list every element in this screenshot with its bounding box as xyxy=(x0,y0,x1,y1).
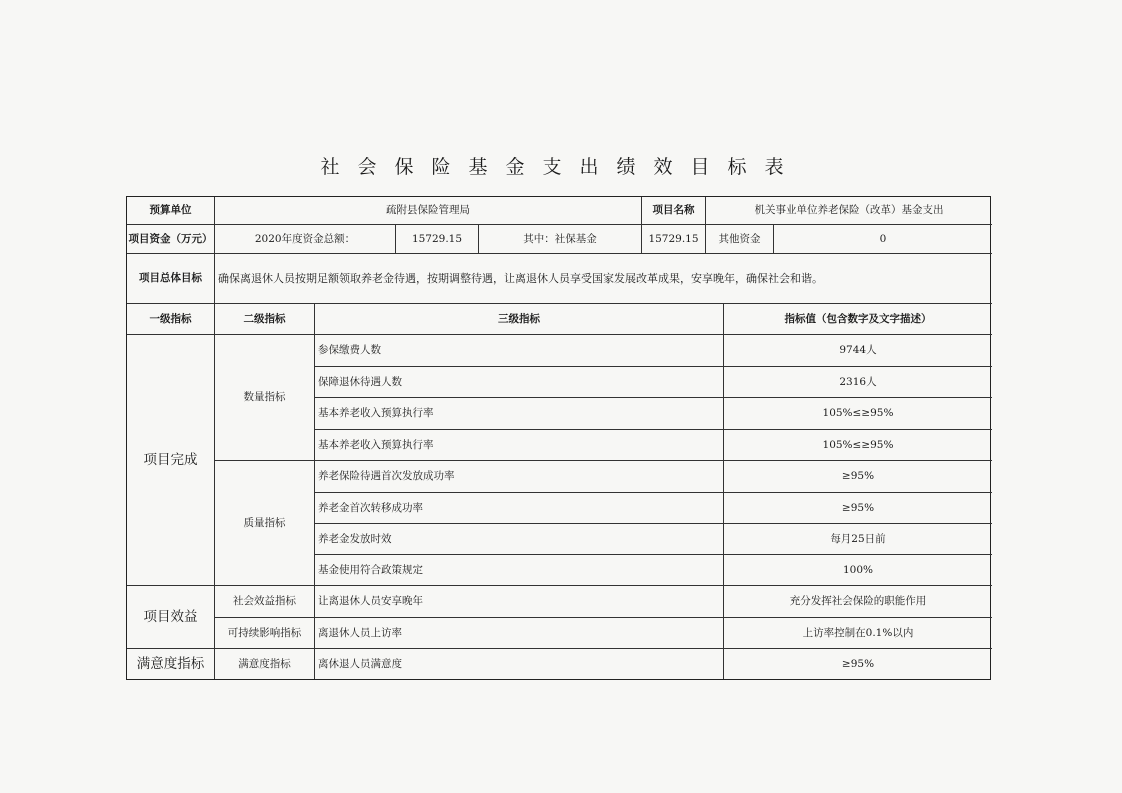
project-name-label: 项目名称 xyxy=(642,197,706,225)
funds-other-value: 0 xyxy=(774,225,992,254)
level2-satisfaction: 满意度指标 xyxy=(215,649,315,679)
indicator-cell: 离退休人员上访率 xyxy=(315,618,724,649)
indicator-cell: 养老保险待遇首次发放成功率 xyxy=(315,461,724,493)
value-cell: 2316人 xyxy=(724,367,992,398)
funds-label: 项目资金（万元） xyxy=(127,225,215,254)
col-level1-header: 一级指标 xyxy=(127,304,215,335)
indicator-cell: 养老金发放时效 xyxy=(315,524,724,555)
budget-unit-label: 预算单位 xyxy=(127,197,215,225)
level1-project-benefit: 项目效益 xyxy=(127,586,215,649)
value-cell: 9744人 xyxy=(724,335,992,367)
project-name-value: 机关事业单位养老保险（改革）基金支出 xyxy=(706,197,992,225)
col-level3-header: 三级指标 xyxy=(315,304,724,335)
level1-satisfaction: 满意度指标 xyxy=(127,649,215,679)
value-cell: 充分发挥社会保险的职能作用 xyxy=(724,586,992,618)
indicator-cell: 基金使用符合政策规定 xyxy=(315,555,724,586)
level2-quality: 质量指标 xyxy=(215,461,315,586)
value-cell: 100% xyxy=(724,555,992,586)
indicator-cell: 养老金首次转移成功率 xyxy=(315,493,724,524)
indicator-cell: 让离退休人员安享晚年 xyxy=(315,586,724,618)
funds-social-label: 其中：社保基金 xyxy=(479,225,642,254)
level1-project-completion: 项目完成 xyxy=(127,335,215,586)
level2-sustainable-impact: 可持续影响指标 xyxy=(215,618,315,649)
value-cell: ≥95% xyxy=(841,657,875,670)
performance-target-table xyxy=(126,196,991,680)
budget-unit-value: 疏附县保险管理局 xyxy=(215,197,642,225)
goal-text: 确保离退休人员按期足额领取养老金待遇，按期调整待遇，让离退休人员享受国家发展改革成果，安享晚年，确保社会和谐。 xyxy=(215,254,992,304)
funds-other-label: 其他资金 xyxy=(706,225,774,254)
value-cell: ≥95% xyxy=(724,493,992,524)
level2-social-benefit: 社会效益指标 xyxy=(215,586,315,618)
funds-social-value: 15729.15 xyxy=(642,225,706,254)
indicator-cell: 基本养老收入预算执行率 xyxy=(315,430,724,461)
col-value-header: 指标值（包含数字及文字描述） xyxy=(724,304,992,335)
col-level2-header: 二级指标 xyxy=(215,304,315,335)
value-cell: 105%≤≥95% xyxy=(724,398,992,430)
funds-total-value: 15729.15 xyxy=(396,225,479,254)
indicator-cell: 参保缴费人数 xyxy=(315,335,724,367)
indicator-cell: 保障退休待遇人数 xyxy=(315,367,724,398)
indicator-cell: 离休退人员满意度 xyxy=(315,649,724,679)
value-cell: 105%≤≥95% xyxy=(724,430,992,461)
value-cell: 每月25日前 xyxy=(724,524,992,555)
level2-quantity: 数量指标 xyxy=(215,335,315,461)
page-title: 社会保险基金支出绩效目标表 xyxy=(320,156,802,178)
value-cell: ≥95% xyxy=(724,461,992,493)
indicator-cell: 基本养老收入预算执行率 xyxy=(315,398,724,430)
funds-total-label: 2020年度资金总额： xyxy=(215,225,396,254)
goal-label: 项目总体目标 xyxy=(127,254,215,304)
value-cell: 上访率控制在0.1%以内 xyxy=(724,618,992,649)
